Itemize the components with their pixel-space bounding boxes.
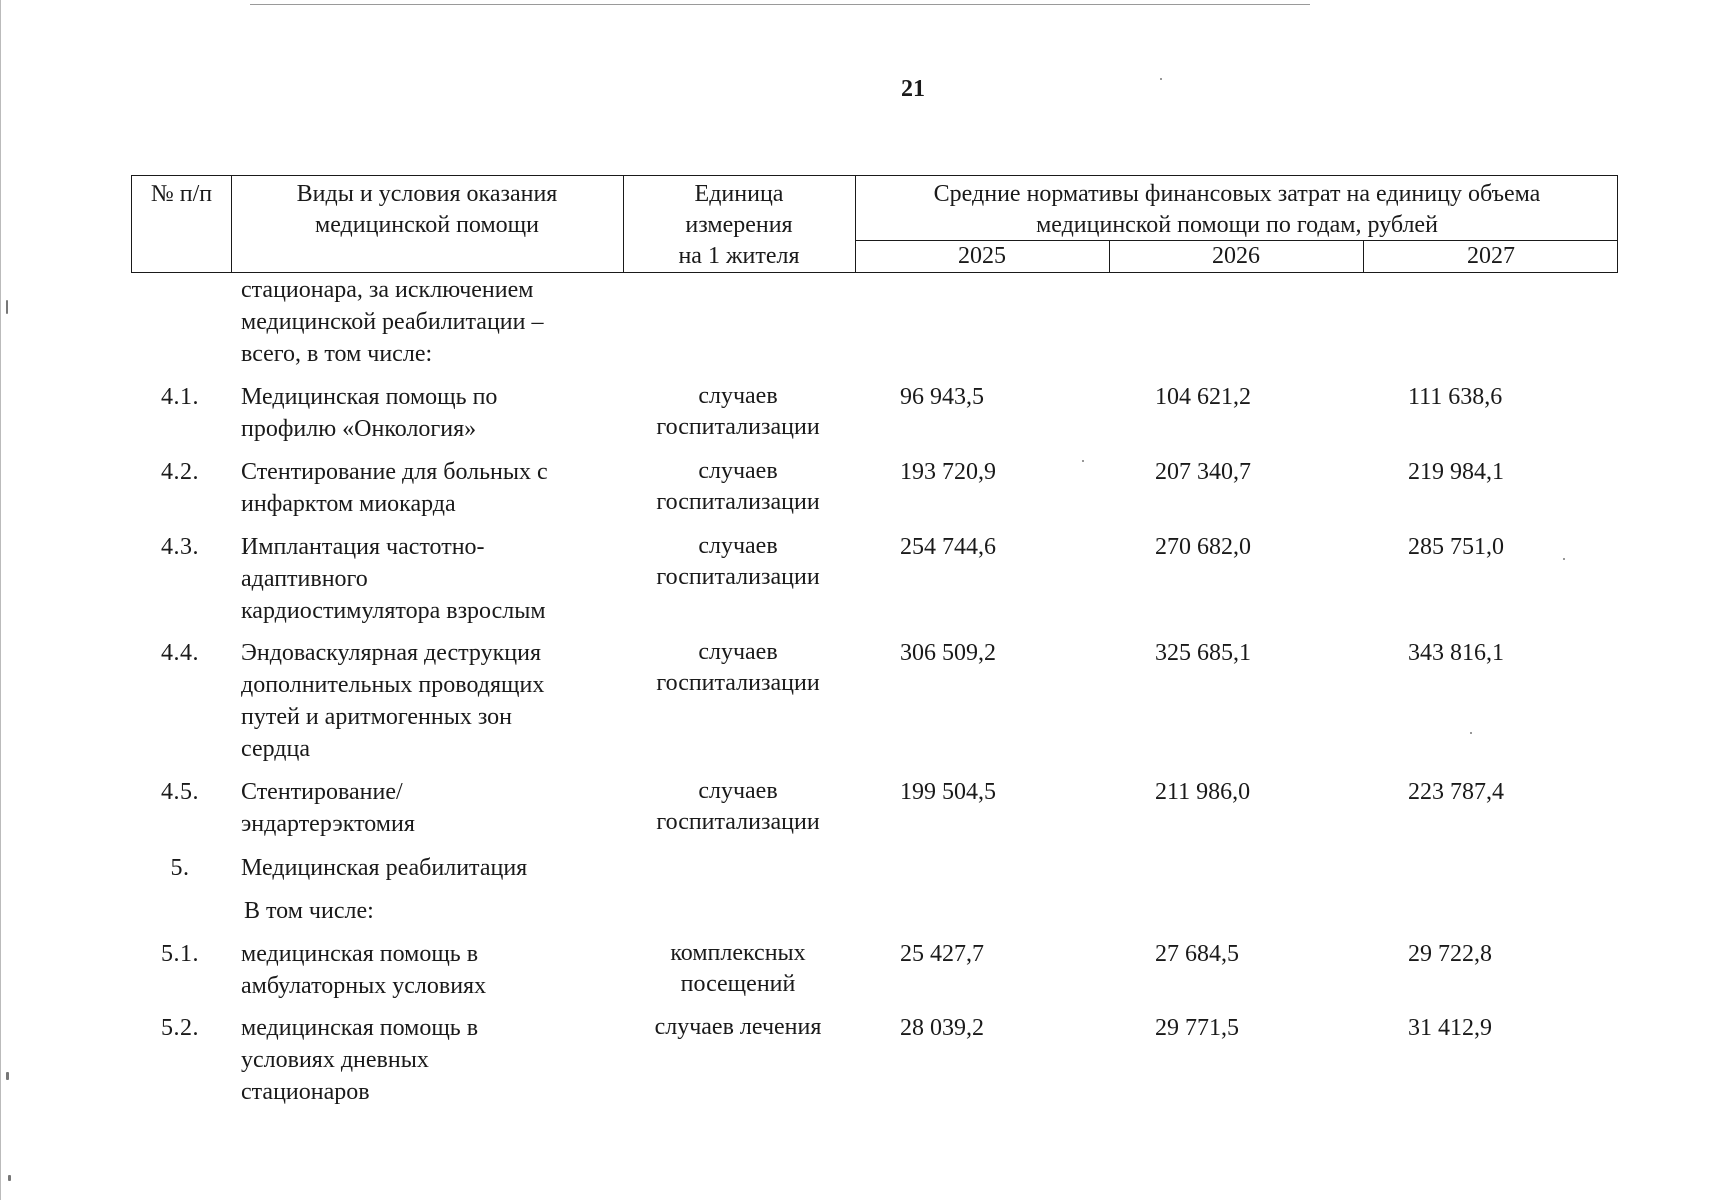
unit-line: госпитализации — [656, 564, 820, 590]
row-unit — [622, 531, 854, 593]
description-line: Медицинская реабилитация — [241, 855, 528, 881]
description-line: сердца — [241, 736, 310, 762]
row-description — [241, 531, 621, 627]
unit-line: случаев — [698, 458, 778, 484]
description-line: Эндоваскулярная деструкция — [241, 640, 541, 666]
header-text-line: Единица — [694, 181, 784, 207]
description-line: стационара, за исключением — [241, 277, 534, 303]
description-line: медицинской реабилитации – — [241, 309, 544, 335]
row-unit — [622, 1012, 854, 1043]
unit-line: случаев — [698, 533, 778, 559]
row-unit — [622, 637, 854, 699]
header-text-line: на 1 жителя — [678, 243, 800, 269]
value-2027: 343 816,1 — [1408, 640, 1504, 666]
header-text-line: Виды и условия оказания — [296, 181, 558, 207]
value-2027: 29 722,8 — [1408, 941, 1492, 967]
header-col-number: № п/п — [150, 181, 213, 207]
row-number: 4.5. — [161, 779, 199, 805]
description-line: медицинская помощь в — [241, 941, 479, 967]
row-number: 4.4. — [161, 640, 199, 666]
value-2025: 28 039,2 — [900, 1015, 984, 1041]
description-line: условиях дневных — [241, 1047, 429, 1073]
row-number: 5.2. — [161, 1015, 199, 1041]
row-number: 4.3. — [161, 534, 199, 560]
row-description — [244, 895, 624, 927]
description-line: медицинская помощь в — [241, 1015, 479, 1041]
unit-line: случаев лечения — [654, 1014, 822, 1040]
row-description — [241, 852, 621, 884]
value-2026: 104 621,2 — [1155, 384, 1251, 410]
row-description — [241, 938, 621, 1002]
row-description — [241, 456, 621, 520]
unit-line: случаев — [698, 639, 778, 665]
description-line: кардиостимулятора взрослым — [241, 598, 546, 624]
value-2026: 207 340,7 — [1155, 459, 1251, 485]
value-2027: 219 984,1 — [1408, 459, 1504, 485]
row-unit — [622, 938, 854, 1000]
unit-line: госпитализации — [656, 414, 820, 440]
unit-line: госпитализации — [656, 489, 820, 515]
header-text-line: измерения — [685, 212, 793, 238]
value-2026: 325 685,1 — [1155, 640, 1251, 666]
value-2025: 254 744,6 — [900, 534, 996, 560]
header-text-line: медицинской помощи по годам, рублей — [1036, 212, 1438, 238]
description-line: Имплантация частотно- — [241, 534, 485, 560]
unit-line: комплексных — [670, 940, 806, 966]
description-line: всего, в том числе: — [241, 341, 433, 367]
header-year-2025: 2025 — [958, 243, 1006, 269]
description-line: путей и аритмогенных зон — [241, 704, 513, 730]
header-year-2027: 2027 — [1467, 243, 1515, 269]
row-number: 5. — [170, 855, 190, 881]
value-2026: 27 684,5 — [1155, 941, 1239, 967]
row-number: 4.1. — [161, 384, 199, 410]
row-description — [241, 381, 621, 445]
value-2025: 199 504,5 — [900, 779, 996, 805]
page-number: 21 — [901, 76, 925, 102]
row-description — [241, 1012, 621, 1108]
unit-line: случаев — [698, 778, 778, 804]
unit-line: госпитализации — [656, 670, 820, 696]
description-line: Медицинская помощь по — [241, 384, 498, 410]
row-number: 5.1. — [161, 941, 199, 967]
value-2027: 31 412,9 — [1408, 1015, 1492, 1041]
description-line: В том числе: — [244, 898, 374, 924]
description-line: дополнительных проводящих — [241, 672, 545, 698]
row-description — [241, 274, 621, 370]
unit-line: случаев — [698, 383, 778, 409]
description-line: Стентирование/ — [241, 779, 403, 805]
description-line: адаптивного — [241, 566, 368, 592]
value-2025: 193 720,9 — [900, 459, 996, 485]
value-2026: 270 682,0 — [1155, 534, 1251, 560]
value-2026: 29 771,5 — [1155, 1015, 1239, 1041]
value-2026: 211 986,0 — [1155, 779, 1251, 805]
description-line: инфарктом миокарда — [241, 491, 456, 517]
unit-line: госпитализации — [656, 809, 820, 835]
row-unit — [622, 381, 854, 443]
description-line: стационаров — [241, 1079, 370, 1105]
row-description — [241, 776, 621, 840]
description-line: Стентирование для больных с — [241, 459, 548, 485]
row-unit — [622, 776, 854, 838]
row-unit — [622, 456, 854, 518]
value-2027: 285 751,0 — [1408, 534, 1504, 560]
header-year-2026: 2026 — [1212, 243, 1260, 269]
header-text-line: Средние нормативы финансовых затрат на единицу объема — [933, 181, 1541, 207]
description-line: эндартерэктомия — [241, 811, 415, 837]
description-line: профилю «Онкология» — [241, 416, 477, 442]
value-2025: 306 509,2 — [900, 640, 996, 666]
row-number: 4.2. — [161, 459, 199, 485]
value-2025: 25 427,7 — [900, 941, 984, 967]
row-description — [241, 637, 621, 765]
value-2025: 96 943,5 — [900, 384, 984, 410]
description-line: амбулаторных условиях — [241, 973, 487, 999]
value-2027: 111 638,6 — [1408, 384, 1503, 410]
value-2027: 223 787,4 — [1408, 779, 1504, 805]
unit-line: посещений — [680, 971, 796, 997]
header-text-line: медицинской помощи — [315, 212, 539, 238]
